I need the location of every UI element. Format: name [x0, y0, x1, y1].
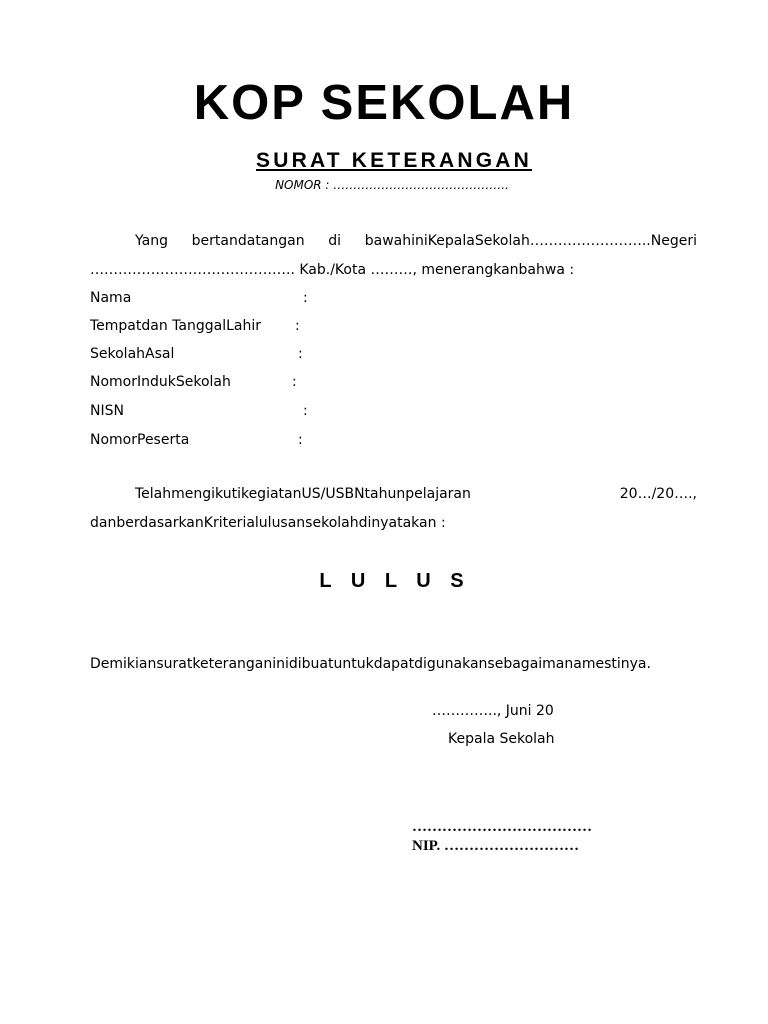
intro-word: bawahiniKepalaSekolah……………………..Negeri	[364, 233, 697, 249]
result-status: L U L U S	[319, 570, 471, 592]
statement-line-2: danberdasarkanKriterialulusansekolahdinyatakan :	[90, 515, 446, 531]
letterhead-title: KOP SEKOLAH	[193, 76, 575, 130]
signature-nip: NIP. ………………………	[412, 838, 579, 854]
statement-text: TelahmengikutikegiatanUS/USBNtahunpelajaran	[135, 486, 471, 502]
closing-statement: Demikiansuratketeranganinidibuatuntukdapatdigunakansebagaimanamestinya.	[90, 656, 651, 672]
statement-year: 20…/20….,	[619, 486, 697, 502]
field-label-sekolah-asal: SekolahAsal	[90, 346, 175, 362]
signature-place-date: ………….., Juni 20	[432, 703, 554, 719]
field-label-nomor-peserta: NomorPeserta	[90, 432, 190, 448]
field-label-nisn: NISN	[90, 403, 124, 419]
field-colon: :	[303, 403, 308, 419]
intro-line-1	[135, 232, 697, 250]
intro-word: bertandatangan	[191, 233, 305, 249]
signature-name-placeholder: ………………………………	[412, 819, 592, 835]
signature-role: Kepala Sekolah	[448, 731, 555, 747]
field-label-nama: Nama	[90, 290, 132, 306]
intro-word: di	[328, 233, 342, 249]
field-colon: :	[298, 346, 303, 362]
intro-word: Yang	[135, 233, 168, 249]
field-label-tempat-tanggal-lahir: Tempatdan TanggalLahir	[90, 318, 261, 334]
field-colon: :	[298, 432, 303, 448]
statement-line-1	[135, 485, 697, 503]
letter-title: SURAT KETERANGAN	[256, 149, 532, 172]
field-label-nomor-induk-sekolah: NomorIndukSekolah	[90, 374, 231, 390]
field-colon: :	[295, 318, 300, 334]
field-colon: :	[303, 290, 308, 306]
intro-line-2: …………………………………….. Kab./Kota ………, menerangkanbahwa :	[90, 262, 575, 278]
field-colon: :	[292, 374, 297, 390]
letter-number: NOMOR : ……………………………………..	[275, 178, 509, 192]
